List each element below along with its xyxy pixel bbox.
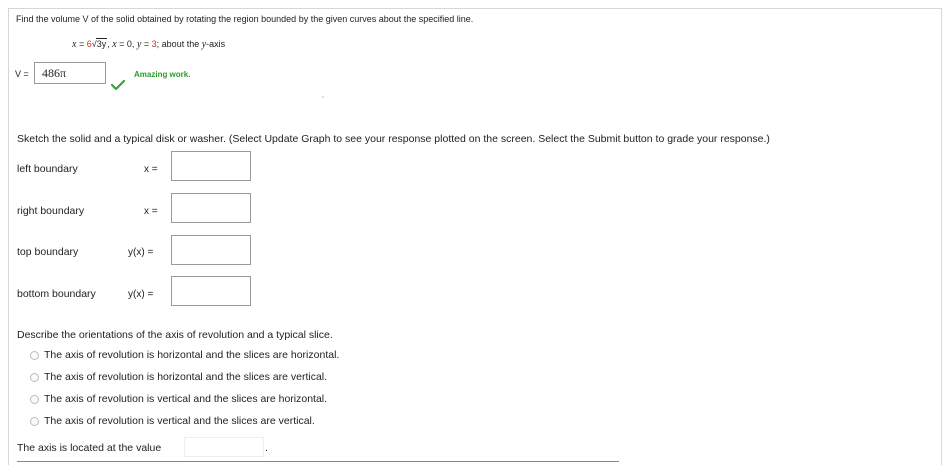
sentence-period: . [265, 442, 268, 454]
sketch-prompt: Sketch the solid and a typical disk or washer. (Select Update Graph to see your response plotted on the screen. Select the Submit button to grade your response.) [17, 133, 770, 145]
bottom-boundary-label: bottom boundary [17, 288, 96, 300]
orientation-option[interactable]: The axis of revolution is vertical and the slices are horizontal. [30, 393, 327, 405]
orientation-option[interactable]: The axis of revolution is horizontal and the slices are vertical. [30, 371, 327, 383]
axis-value-label: The axis is located at the value [17, 442, 162, 454]
axis-value-input[interactable] [184, 437, 264, 457]
right-boundary-eq: x = [144, 206, 158, 217]
divider-dot [322, 96, 324, 98]
left-boundary-eq: x = [144, 164, 158, 175]
check-icon [111, 80, 125, 90]
left-boundary-input[interactable] [171, 151, 251, 181]
orientation-option[interactable]: The axis of revolution is horizontal and the slices are horizontal. [30, 349, 339, 361]
sqrt-symbol: √ [91, 39, 97, 49]
orientation-option[interactable]: The axis of revolution is vertical and the slices are vertical. [30, 415, 315, 427]
radio-button[interactable] [30, 373, 39, 382]
question-prompt: Find the volume V of the solid obtained by rotating the region bounded by the given curves about the specified line. [16, 14, 474, 24]
right-boundary-label: right boundary [17, 205, 85, 217]
radio-button[interactable] [30, 395, 39, 404]
orientation-prompt: Describe the orientations of the axis of revolution and a typical slice. [17, 329, 333, 341]
curve-equations: x = 6√3y, x = 0, y = 3; about the y-axis [72, 39, 226, 50]
left-boundary-label: left boundary [17, 163, 78, 175]
radio-button[interactable] [30, 417, 39, 426]
radio-button[interactable] [30, 351, 39, 360]
top-boundary-label: top boundary [17, 246, 79, 258]
volume-label: V = [15, 69, 29, 79]
feedback-message: Amazing work. [134, 70, 191, 79]
bottom-boundary-eq: y(x) = [128, 289, 154, 300]
right-boundary-input[interactable] [171, 193, 251, 223]
bottom-divider [17, 461, 619, 462]
volume-answer-field[interactable]: 486π [34, 62, 106, 84]
bottom-boundary-input[interactable] [171, 276, 251, 306]
top-boundary-eq: y(x) = [128, 247, 154, 258]
top-boundary-input[interactable] [171, 235, 251, 265]
